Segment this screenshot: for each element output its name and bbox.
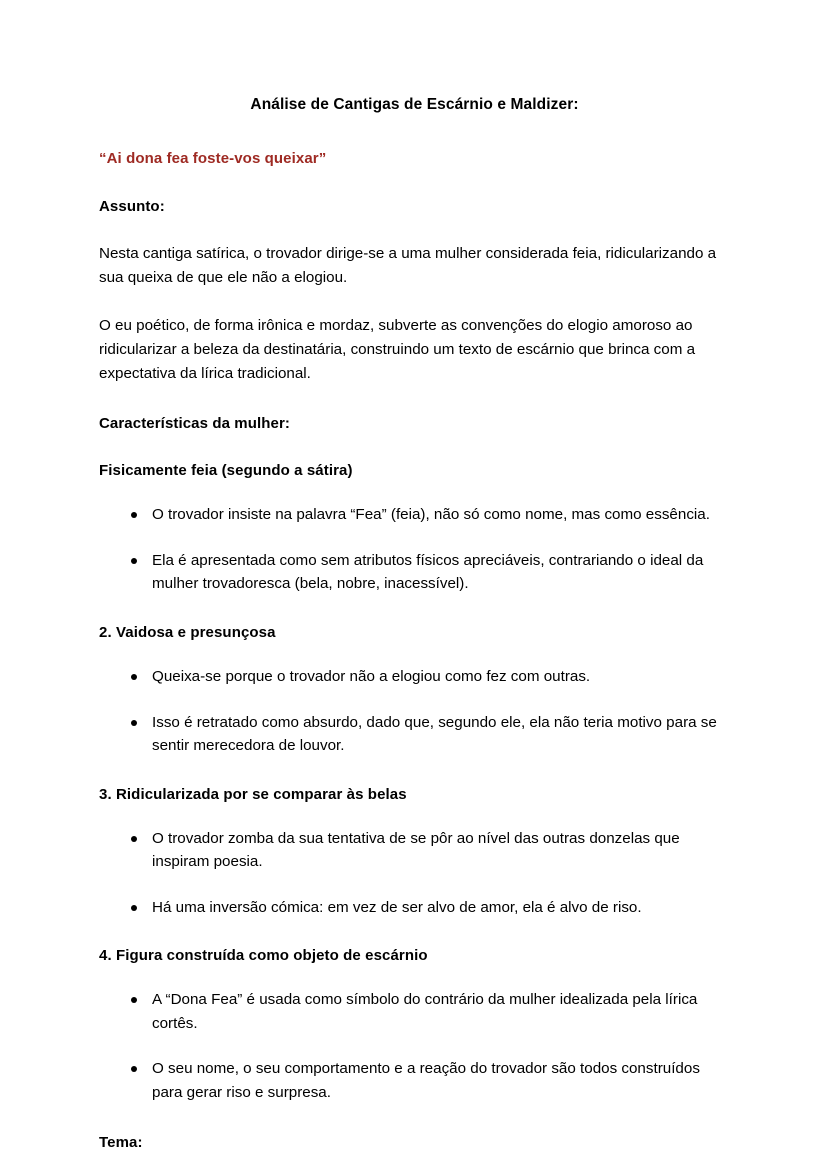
- list-item: O seu nome, o seu comportamento e a reação do trovador são todos construídos para gerar riso e surpresa.: [99, 1057, 730, 1104]
- list-item: O trovador zomba da sua tentativa de se pôr ao nível das outras donzelas que inspiram poesia.: [99, 827, 730, 874]
- bullet-list-3: [99, 827, 730, 920]
- subsection-heading-2: 2. Vaidosa e presunçosa: [99, 623, 276, 641]
- assunto-paragraph-2: O eu poético, de forma irônica e mordaz, subverte as convenções do elogio amoroso ao ridicularizar a beleza da destinatária, construindo um texto de escárnio que brinca com a expectativa da lírica tradicional.: [99, 317, 696, 383]
- list-item: A “Dona Fea” é usada como símbolo do contrário da mulher idealizada pela lírica cortês.: [99, 988, 730, 1035]
- section-heading-caracteristicas: Características da mulher:: [99, 415, 291, 433]
- list-item: Isso é retratado como absurdo, dado que, segundo ele, ela não teria motivo para se sentir merecedora de louvor.: [99, 711, 730, 758]
- page-title: Análise de Cantigas de Escárnio e Maldizer:: [250, 96, 579, 113]
- list-item: Queixa-se porque o trovador não a elogiou como fez com outras.: [99, 665, 730, 689]
- list-item: Há uma inversão cómica: em vez de ser alvo de amor, ela é alvo de riso.: [99, 896, 730, 920]
- subsection-heading-3: 3. Ridicularizada por se comparar às belas: [99, 785, 407, 803]
- song-title: “Ai dona fea foste-vos queixar”: [99, 149, 327, 167]
- subsection-heading-1: Fisicamente feia (segundo a sátira): [99, 462, 353, 480]
- assunto-paragraph-1: Nesta cantiga satírica, o trovador dirige-se a uma mulher considerada feia, ridicularizando a sua queixa de que ele não a elogiou.: [99, 245, 717, 287]
- section-heading-tema: Tema:: [99, 1133, 143, 1151]
- list-item: O trovador insiste na palavra “Fea” (feia), não só como nome, mas como essência.: [99, 503, 730, 527]
- bullet-list-2: [99, 665, 730, 758]
- section-heading-assunto: Assunto:: [99, 198, 165, 216]
- subsection-heading-4: 4. Figura construída como objeto de escárnio: [99, 947, 428, 965]
- bullet-list-1: [99, 503, 730, 596]
- list-item: Ela é apresentada como sem atributos físicos apreciáveis, contrariando o ideal da mulher trovadoresca (bela, nobre, inacessível).: [99, 549, 730, 596]
- bullet-list-4: [99, 988, 730, 1104]
